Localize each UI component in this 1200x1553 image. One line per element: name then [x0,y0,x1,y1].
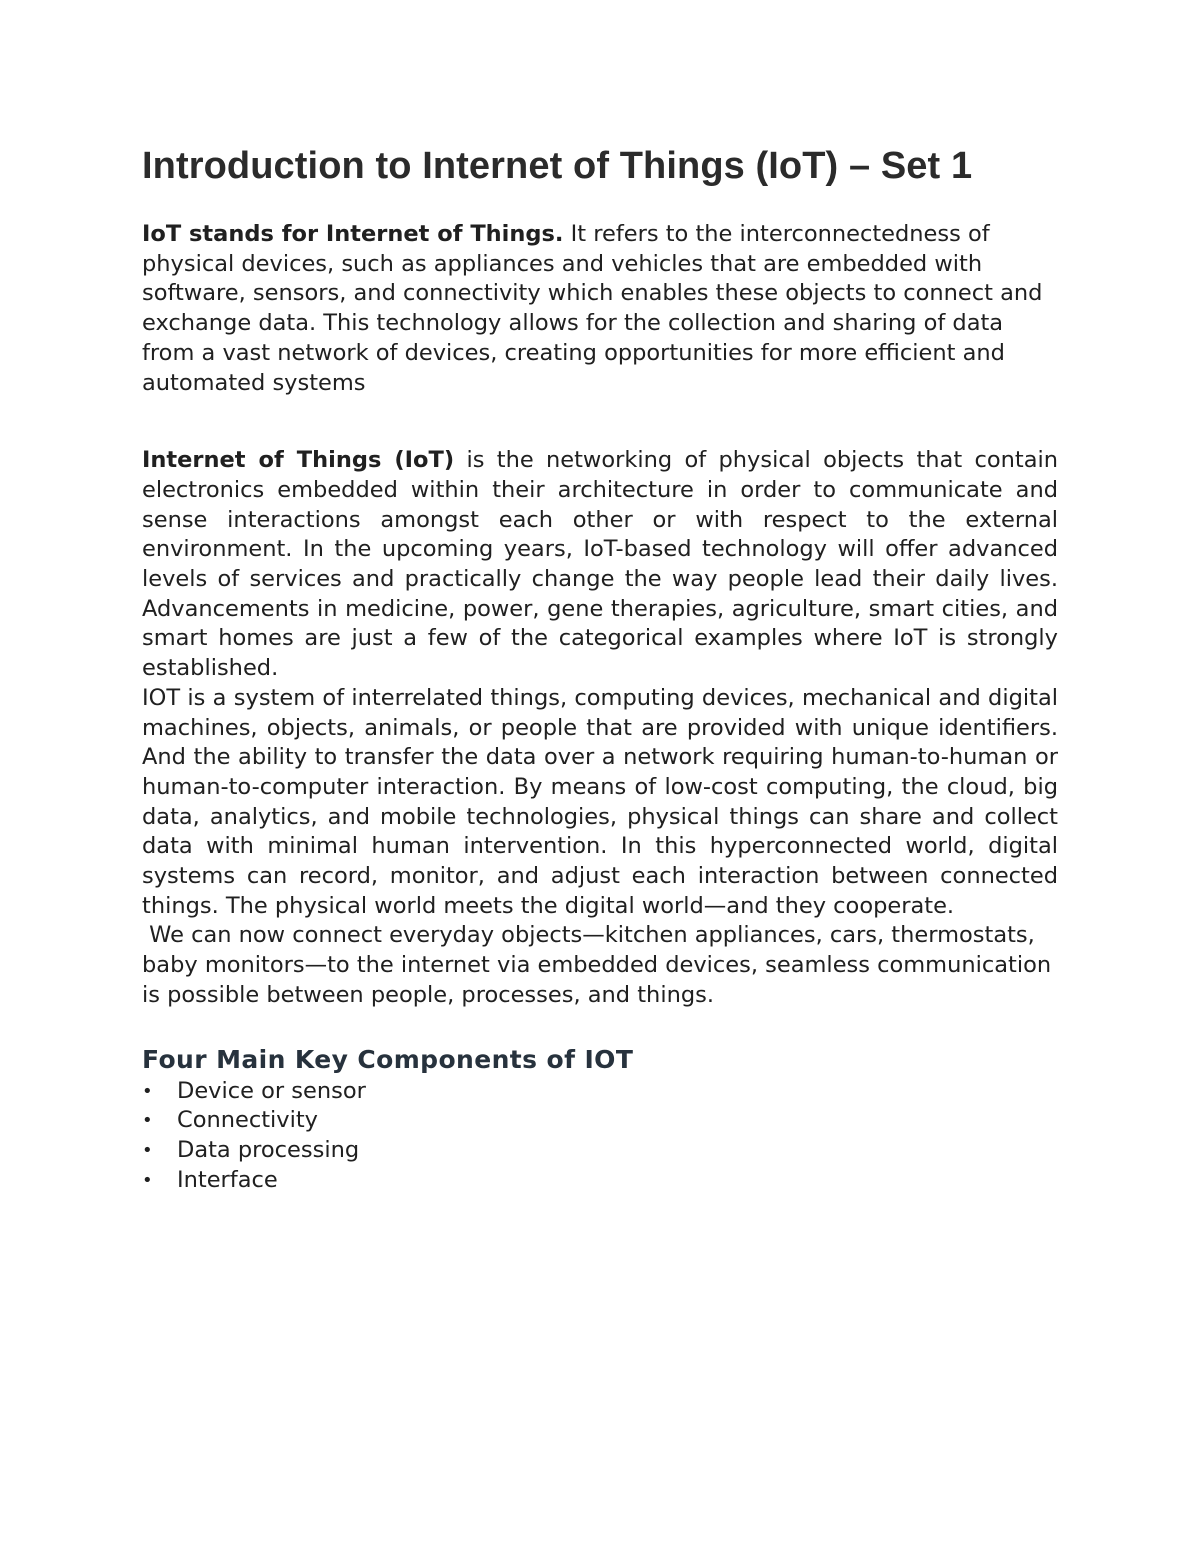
list-item-label: Data processing [177,1137,360,1164]
bullet-icon: • [142,1140,153,1162]
bullet-icon: • [142,1110,153,1132]
definition-text: is the networking of physical objects that contain electronics embedded within their architecture in order to communicate and sense interactions amongst each other or with respect to the external environment. In the upcoming years, IoT-based technology will offer advanced levels of services and practically change the way people lead their daily lives. Advancements in medicine, power, gene therapies, agriculture, smart cities, and smart homes are just a few of the categorical examples where IoT is strongly established. [142,447,1058,682]
components-list [142,1077,1058,1196]
intro-bold-lead: IoT stands for Internet of Things. [142,221,564,247]
bullet-icon: • [142,1080,153,1102]
list-item-label: Interface [177,1166,278,1193]
paragraph-spacer [142,398,1058,446]
document-page [142,138,1058,1196]
list-item [142,1077,1058,1107]
document-title: Introduction to Internet of Things (IoT) – Set 1 [142,145,973,187]
intro-paragraph [142,220,1058,398]
definition-paragraph [142,446,1058,684]
system-paragraph: IOT is a system of interrelated things, computing devices, mechanical and digital machines, objects, animals, or people that are provided with unique identifiers. And the ability to transfer the data over a network requiring human-to-human or human-to-computer interaction. By means of low-cost computing, the cloud, big data, analytics, and mobile technologies, physical things can share and collect data with minimal human intervention. In this hyperconnected world, digital systems can record, monitor, and adjust each interaction between connected things. The physical world meets the digital world—and they cooperate. [142,684,1058,919]
section-spacer [142,1011,1058,1043]
list-item-label: Connectivity [177,1107,318,1134]
intro-text: It refers to the interconnectedness of physical devices, such as appliances and vehicles that are embedded with software, sensors, and connectivity which enables these objects to connect and exchange data. This technology allows for the collection and sharing of data from a vast network of devices, creating opportunities for more efficient and automated systems [142,221,1043,396]
definition-bold-lead: Internet of Things (IoT) [142,447,455,474]
list-item [142,1136,1058,1166]
components-heading: Four Main Key Components of IOT [142,1044,634,1074]
everyday-objects-paragraph: We can now connect everyday objects—kitchen appliances, cars, thermostats, baby monitors—to the internet via embedded devices, seamless communication is possible between people, processes, and things. [142,922,1059,1008]
list-item [142,1106,1058,1136]
list-item-label: Device or sensor [177,1077,366,1104]
list-item [142,1166,1058,1196]
bullet-icon: • [142,1169,153,1191]
